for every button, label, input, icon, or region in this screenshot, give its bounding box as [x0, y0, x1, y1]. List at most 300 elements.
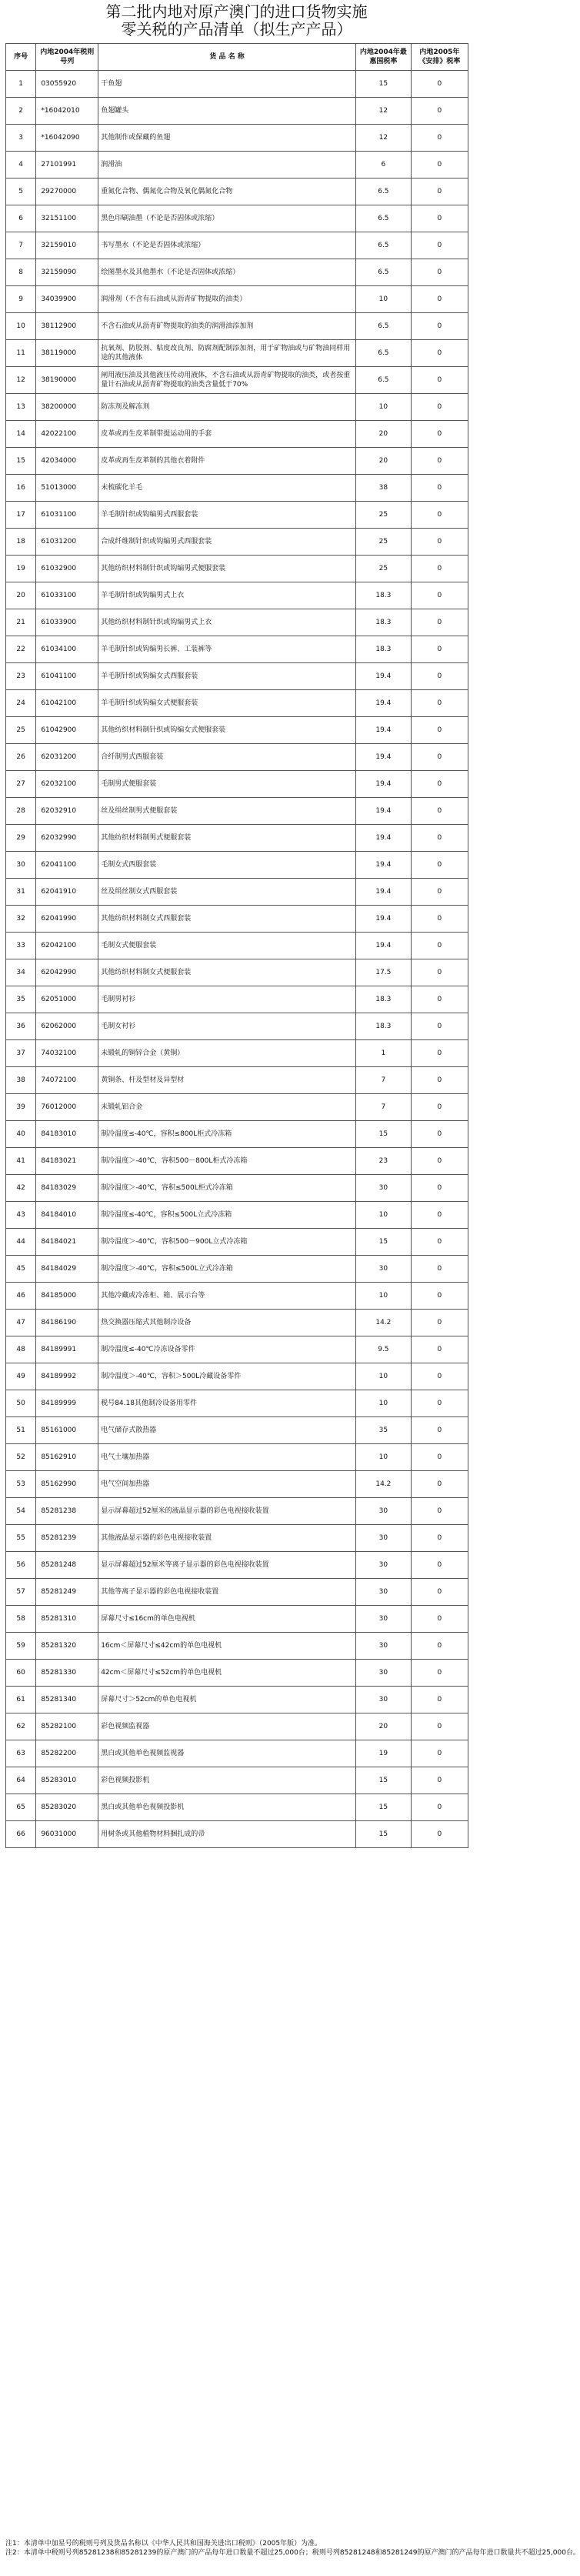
- table-row: [6, 556, 468, 582]
- cell-product-name: 电气空间加热器: [98, 1471, 356, 1498]
- cell-cepa-rate: 0: [411, 367, 468, 394]
- table-row: [6, 340, 468, 367]
- table-row: [6, 1094, 468, 1121]
- cell-product-name: 闸用液压油及其他液压传动用液体，不含石油或从沥青矿物提取的油类，或者按重量计石油或从沥青矿物提取的油类含量低于70%: [98, 367, 356, 394]
- cell-mfn-rate: 10: [355, 286, 411, 313]
- cell-seq: 60: [6, 1660, 36, 1687]
- cell-mfn-rate: 30: [355, 1525, 411, 1552]
- cell-seq: 2: [6, 98, 36, 125]
- cell-seq: 54: [6, 1498, 36, 1525]
- cell-cepa-rate: 0: [411, 798, 468, 825]
- cell-cepa-rate: 0: [411, 1390, 468, 1417]
- table-row: [6, 1767, 468, 1794]
- cell-product-name: 干鱼翅: [98, 71, 356, 98]
- table-row: [6, 1498, 468, 1525]
- cell-product-name: 毛制男式便服套装: [98, 771, 356, 798]
- cell-product-name: 未锻轧铝合金: [98, 1094, 356, 1121]
- table-row: [6, 582, 468, 609]
- cell-seq: 65: [6, 1794, 36, 1821]
- cell-tariff-code: 62032990: [36, 825, 98, 852]
- cell-cepa-rate: 0: [411, 1821, 468, 1848]
- cell-cepa-rate: 0: [411, 1579, 468, 1606]
- cell-tariff-code: 42022100: [36, 421, 98, 448]
- cell-seq: 31: [6, 879, 36, 906]
- cell-tariff-code: 74072100: [36, 1067, 98, 1094]
- table-row: [6, 1606, 468, 1633]
- table-row: [6, 448, 468, 475]
- cell-mfn-rate: 19.4: [355, 771, 411, 798]
- cell-cepa-rate: 0: [411, 1606, 468, 1633]
- cell-mfn-rate: 30: [355, 1660, 411, 1687]
- cell-mfn-rate: 17.5: [355, 959, 411, 986]
- table-row: [6, 1552, 468, 1579]
- table-row: [6, 906, 468, 933]
- cell-seq: 50: [6, 1390, 36, 1417]
- cell-product-name: 羊毛制针织或钩编女式西服套装: [98, 663, 356, 690]
- cell-tariff-code: 76012000: [36, 1094, 98, 1121]
- cell-tariff-code: 85282100: [36, 1713, 98, 1740]
- cell-tariff-code: *16042090: [36, 125, 98, 152]
- cell-cepa-rate: 0: [411, 663, 468, 690]
- cell-cepa-rate: 0: [411, 1713, 468, 1740]
- cell-seq: 35: [6, 986, 36, 1013]
- table-row: [6, 798, 468, 825]
- cell-cepa-rate: 0: [411, 71, 468, 98]
- cell-mfn-rate: 20: [355, 448, 411, 475]
- cell-tariff-code: 84183029: [36, 1175, 98, 1202]
- cell-mfn-rate: 18.3: [355, 986, 411, 1013]
- cell-product-name: 彩色视频投影机: [98, 1767, 356, 1794]
- cell-tariff-code: 85281310: [36, 1606, 98, 1633]
- cell-product-name: 其他制作或保藏的鱼翅: [98, 125, 356, 152]
- cell-seq: 18: [6, 529, 36, 556]
- cell-seq: 43: [6, 1202, 36, 1229]
- cell-product-name: 税号84.18其他制冷设备用零件: [98, 1390, 356, 1417]
- cell-tariff-code: 51013000: [36, 475, 98, 502]
- cell-cepa-rate: 0: [411, 1202, 468, 1229]
- cell-cepa-rate: 0: [411, 744, 468, 771]
- cell-mfn-rate: 30: [355, 1606, 411, 1633]
- cell-tariff-code: 85281320: [36, 1633, 98, 1660]
- table-row: [6, 1794, 468, 1821]
- table-row: [6, 259, 468, 286]
- table-row: [6, 1202, 468, 1229]
- cell-mfn-rate: 38: [355, 475, 411, 502]
- cell-product-name: 未锻轧的铜锌合金（黄铜）: [98, 1040, 356, 1067]
- cell-tariff-code: 61041100: [36, 663, 98, 690]
- cell-cepa-rate: 0: [411, 1067, 468, 1094]
- table-row: [6, 367, 468, 394]
- table-row: [6, 1256, 468, 1283]
- cell-tariff-code: 61031100: [36, 502, 98, 529]
- cell-cepa-rate: 0: [411, 125, 468, 152]
- cell-tariff-code: 27101991: [36, 152, 98, 179]
- cell-mfn-rate: 14.2: [355, 1310, 411, 1336]
- cell-seq: 34: [6, 959, 36, 986]
- cell-mfn-rate: 15: [355, 1767, 411, 1794]
- cell-tariff-code: 38190000: [36, 367, 98, 394]
- table-row: [6, 1579, 468, 1606]
- table-row: [6, 98, 468, 125]
- cell-tariff-code: 85283010: [36, 1767, 98, 1794]
- cell-cepa-rate: 0: [411, 690, 468, 717]
- cell-mfn-rate: 19.4: [355, 717, 411, 744]
- cell-product-name: 羊毛制针织或钩编男式上衣: [98, 582, 356, 609]
- table-row: [6, 1687, 468, 1713]
- table-row: [6, 1283, 468, 1310]
- cell-tariff-code: 62042990: [36, 959, 98, 986]
- cell-cepa-rate: 0: [411, 1687, 468, 1713]
- cell-product-name: 润滑剂（不含有石油或从沥青矿物提取的油类）: [98, 286, 356, 313]
- cell-mfn-rate: 19.4: [355, 933, 411, 959]
- cell-cepa-rate: 0: [411, 1525, 468, 1552]
- table-row: [6, 852, 468, 879]
- cell-mfn-rate: 18.3: [355, 609, 411, 636]
- cell-tariff-code: 62041910: [36, 879, 98, 906]
- cell-product-name: 未梳碳化羊毛: [98, 475, 356, 502]
- cell-product-name: 羊毛制针织或钩编男长裤、工装裤等: [98, 636, 356, 663]
- cell-seq: 62: [6, 1713, 36, 1740]
- cell-cepa-rate: 0: [411, 1363, 468, 1390]
- cell-product-name: 制冷温度＞-40℃，容积＞500L冷藏设备零件: [98, 1363, 356, 1390]
- cell-seq: 14: [6, 421, 36, 448]
- cell-tariff-code: 38200000: [36, 394, 98, 421]
- table-row: [6, 717, 468, 744]
- cell-tariff-code: 32151100: [36, 205, 98, 232]
- table-row: [6, 232, 468, 259]
- cell-mfn-rate: 30: [355, 1579, 411, 1606]
- cell-mfn-rate: 6.5: [355, 367, 411, 394]
- table-row: [6, 1471, 468, 1498]
- cell-cepa-rate: 0: [411, 1094, 468, 1121]
- table-row: [6, 421, 468, 448]
- table-row: [6, 1040, 468, 1067]
- cell-seq: 45: [6, 1256, 36, 1283]
- cell-seq: 53: [6, 1471, 36, 1498]
- cell-mfn-rate: 23: [355, 1148, 411, 1175]
- cell-product-name: 黄铜条、杆及型材及异型材: [98, 1067, 356, 1094]
- table-row: [6, 879, 468, 906]
- cell-cepa-rate: 0: [411, 475, 468, 502]
- cell-tariff-code: 32159010: [36, 232, 98, 259]
- cell-cepa-rate: 0: [411, 529, 468, 556]
- cell-seq: 40: [6, 1121, 36, 1148]
- cell-cepa-rate: 0: [411, 259, 468, 286]
- cell-tariff-code: 61042900: [36, 717, 98, 744]
- cell-tariff-code: 34039900: [36, 286, 98, 313]
- cell-cepa-rate: 0: [411, 1121, 468, 1148]
- cell-product-name: 电气储存式散热器: [98, 1417, 356, 1444]
- cell-seq: 52: [6, 1444, 36, 1471]
- cell-tariff-code: 61031200: [36, 529, 98, 556]
- table-row: [6, 690, 468, 717]
- cell-mfn-rate: 19.4: [355, 663, 411, 690]
- cell-product-name: 彩色视频监视器: [98, 1713, 356, 1740]
- cell-cepa-rate: 0: [411, 879, 468, 906]
- table-row: [6, 663, 468, 690]
- cell-product-name: 其他纺织材料制针织或钩编女式便服套装: [98, 717, 356, 744]
- cell-tariff-code: 84185000: [36, 1283, 98, 1310]
- cell-product-name: 其他等离子显示器的彩色电视接收装置: [98, 1579, 356, 1606]
- cell-mfn-rate: 6.5: [355, 179, 411, 205]
- cell-seq: 9: [6, 286, 36, 313]
- cell-seq: 61: [6, 1687, 36, 1713]
- cell-tariff-code: 62042100: [36, 933, 98, 959]
- table-row: [6, 771, 468, 798]
- cell-product-name: 其他纺织材料制女式西服套装: [98, 906, 356, 933]
- cell-product-name: 其他纺织材料制女式便服套装: [98, 959, 356, 986]
- cell-product-name: 其他冷藏或冷冻柜、箱、展示台等: [98, 1283, 356, 1310]
- table-row: [6, 1310, 468, 1336]
- note-1: 注1：本清单中加星号的税则号列及货品名称以《中华人民共和国海关进出口税则》（2005年版）为准。: [5, 2540, 322, 2548]
- table-row: [6, 1121, 468, 1148]
- table-row: [6, 1013, 468, 1040]
- cell-mfn-rate: 30: [355, 1552, 411, 1579]
- cell-tariff-code: 85281340: [36, 1687, 98, 1713]
- cell-seq: 48: [6, 1336, 36, 1363]
- table-row: [6, 286, 468, 313]
- table-row: [6, 1821, 468, 1848]
- table-row: [6, 933, 468, 959]
- cell-product-name: 重氮化合物、偶氮化合物及氧化偶氮化合物: [98, 179, 356, 205]
- cell-product-name: 黑白或其他单色视频监视器: [98, 1740, 356, 1767]
- note-2: 注2：本清单中税则号列85281238和85281239的原产澳门的产品每年进口数量不超过25,000台；税则号列85281248和85281249的原产澳门的产品每年进口数量共不超过25,000台。: [5, 2549, 580, 2557]
- cell-tariff-code: 84183021: [36, 1148, 98, 1175]
- cell-mfn-rate: 10: [355, 1444, 411, 1471]
- cell-tariff-code: 61033100: [36, 582, 98, 609]
- cell-seq: 21: [6, 609, 36, 636]
- cell-seq: 17: [6, 502, 36, 529]
- table-row: [6, 1336, 468, 1363]
- table-row: [6, 1740, 468, 1767]
- cell-tariff-code: 85281238: [36, 1498, 98, 1525]
- cell-tariff-code: 85281248: [36, 1552, 98, 1579]
- cell-cepa-rate: 0: [411, 582, 468, 609]
- cell-mfn-rate: 6.5: [355, 259, 411, 286]
- cell-mfn-rate: 25: [355, 556, 411, 582]
- cell-mfn-rate: 30: [355, 1175, 411, 1202]
- cell-cepa-rate: 0: [411, 636, 468, 663]
- table-row: [6, 71, 468, 98]
- table-row: [6, 986, 468, 1013]
- cell-seq: 19: [6, 556, 36, 582]
- cell-cepa-rate: 0: [411, 906, 468, 933]
- cell-cepa-rate: 0: [411, 717, 468, 744]
- cell-tariff-code: 38112900: [36, 313, 98, 340]
- table-row: [6, 475, 468, 502]
- cell-seq: 29: [6, 825, 36, 852]
- cell-tariff-code: 38119000: [36, 340, 98, 367]
- header-tariff-code: 内地2004年税则号列: [36, 44, 98, 71]
- cell-product-name: 防冻剂及解冻剂: [98, 394, 356, 421]
- cell-seq: 30: [6, 852, 36, 879]
- cell-mfn-rate: 18.3: [355, 1013, 411, 1040]
- cell-cepa-rate: 0: [411, 1013, 468, 1040]
- cell-mfn-rate: 25: [355, 529, 411, 556]
- cell-mfn-rate: 15: [355, 1229, 411, 1256]
- table-row: [6, 205, 468, 232]
- table-row: [6, 744, 468, 771]
- table-row: [6, 1390, 468, 1417]
- cell-product-name: 屏幕尺寸＞52cm的单色电视机: [98, 1687, 356, 1713]
- cell-seq: 44: [6, 1229, 36, 1256]
- cell-tariff-code: 96031000: [36, 1821, 98, 1848]
- cell-product-name: 制冷温度≤-40℃，容积≤500L立式冷冻箱: [98, 1202, 356, 1229]
- cell-tariff-code: 85162910: [36, 1444, 98, 1471]
- cell-cepa-rate: 0: [411, 1256, 468, 1283]
- cell-seq: 33: [6, 933, 36, 959]
- cell-seq: 20: [6, 582, 36, 609]
- cell-seq: 39: [6, 1094, 36, 1121]
- cell-mfn-rate: 19.4: [355, 852, 411, 879]
- cell-mfn-rate: 6.5: [355, 232, 411, 259]
- cell-seq: 55: [6, 1525, 36, 1552]
- cell-mfn-rate: 15: [355, 71, 411, 98]
- cell-seq: 1: [6, 71, 36, 98]
- cell-cepa-rate: 0: [411, 98, 468, 125]
- cell-product-name: 电气土壤加热器: [98, 1444, 356, 1471]
- cell-cepa-rate: 0: [411, 959, 468, 986]
- cell-seq: 46: [6, 1283, 36, 1310]
- cell-cepa-rate: 0: [411, 313, 468, 340]
- table-row: [6, 636, 468, 663]
- cell-mfn-rate: 20: [355, 1713, 411, 1740]
- cell-product-name: 绘图墨水及其他墨水（不论是否固体或浓缩）: [98, 259, 356, 286]
- cell-tariff-code: 03055920: [36, 71, 98, 98]
- cell-tariff-code: 62041990: [36, 906, 98, 933]
- cell-tariff-code: 61032900: [36, 556, 98, 582]
- document-title: [0, 0, 473, 38]
- cell-mfn-rate: 19.4: [355, 825, 411, 852]
- cell-cepa-rate: 0: [411, 609, 468, 636]
- cell-tariff-code: 85283020: [36, 1794, 98, 1821]
- cell-product-name: 热交换器压缩式其他制冷设备: [98, 1310, 356, 1336]
- cell-cepa-rate: 0: [411, 502, 468, 529]
- cell-cepa-rate: 0: [411, 1283, 468, 1310]
- cell-seq: 5: [6, 179, 36, 205]
- cell-product-name: 丝及绢丝制男式便服套装: [98, 798, 356, 825]
- cell-cepa-rate: 0: [411, 852, 468, 879]
- table-row: [6, 1148, 468, 1175]
- cell-mfn-rate: 15: [355, 1121, 411, 1148]
- cell-cepa-rate: 0: [411, 1498, 468, 1525]
- cell-tariff-code: 61033900: [36, 609, 98, 636]
- cell-seq: 13: [6, 394, 36, 421]
- cell-mfn-rate: 15: [355, 1821, 411, 1848]
- table-row: [6, 152, 468, 179]
- cell-mfn-rate: 7: [355, 1094, 411, 1121]
- table-row: [6, 179, 468, 205]
- cell-mfn-rate: 30: [355, 1633, 411, 1660]
- cell-seq: 51: [6, 1417, 36, 1444]
- cell-mfn-rate: 12: [355, 125, 411, 152]
- table-row: [6, 1525, 468, 1552]
- table-row: [6, 1713, 468, 1740]
- cell-product-name: 制冷温度≤-40℃冷冻设备零件: [98, 1336, 356, 1363]
- cell-product-name: 用树条或其他植物材料捆扎成的帚: [98, 1821, 356, 1848]
- cell-cepa-rate: 0: [411, 1794, 468, 1821]
- table-row: [6, 529, 468, 556]
- cell-tariff-code: 85281239: [36, 1525, 98, 1552]
- table-row: [6, 502, 468, 529]
- cell-mfn-rate: 6: [355, 152, 411, 179]
- cell-tariff-code: 62031200: [36, 744, 98, 771]
- table-row: [6, 313, 468, 340]
- cell-cepa-rate: 0: [411, 1175, 468, 1202]
- table-row: [6, 394, 468, 421]
- cell-mfn-rate: 7: [355, 1067, 411, 1094]
- table-row: [6, 825, 468, 852]
- cell-cepa-rate: 0: [411, 771, 468, 798]
- cell-cepa-rate: 0: [411, 933, 468, 959]
- cell-cepa-rate: 0: [411, 205, 468, 232]
- cell-product-name: 其他纺织材料制针织或钩编男式便服套装: [98, 556, 356, 582]
- cell-seq: 63: [6, 1740, 36, 1767]
- cell-tariff-code: 32159090: [36, 259, 98, 286]
- cell-mfn-rate: 19.4: [355, 906, 411, 933]
- cell-mfn-rate: 6.5: [355, 340, 411, 367]
- table-body: [6, 71, 468, 1848]
- table-row: [6, 1067, 468, 1094]
- cell-cepa-rate: 0: [411, 152, 468, 179]
- cell-seq: 22: [6, 636, 36, 663]
- cell-mfn-rate: 30: [355, 1498, 411, 1525]
- cell-seq: 11: [6, 340, 36, 367]
- cell-seq: 16: [6, 475, 36, 502]
- cell-product-name: 其他液晶显示器的彩色电视接收装置: [98, 1525, 356, 1552]
- cell-seq: 15: [6, 448, 36, 475]
- cell-mfn-rate: 19.4: [355, 798, 411, 825]
- cell-product-name: 合纤制男式西服套装: [98, 744, 356, 771]
- cell-mfn-rate: 12: [355, 98, 411, 125]
- cell-mfn-rate: 20: [355, 421, 411, 448]
- cell-tariff-code: 61042100: [36, 690, 98, 717]
- cell-seq: 10: [6, 313, 36, 340]
- table-row: [6, 1633, 468, 1660]
- cell-tariff-code: 84183010: [36, 1121, 98, 1148]
- cell-seq: 3: [6, 125, 36, 152]
- cell-tariff-code: 84184021: [36, 1229, 98, 1256]
- cell-seq: 28: [6, 798, 36, 825]
- cell-product-name: 制冷温度＞-40℃，容积500－900L立式冷冻箱: [98, 1229, 356, 1256]
- cell-seq: 56: [6, 1552, 36, 1579]
- cell-tariff-code: 84184010: [36, 1202, 98, 1229]
- cell-seq: 4: [6, 152, 36, 179]
- cell-cepa-rate: 0: [411, 1552, 468, 1579]
- cell-seq: 58: [6, 1606, 36, 1633]
- header-mfn-rate: 内地2004年最惠国税率: [355, 44, 411, 71]
- cell-mfn-rate: 19.4: [355, 690, 411, 717]
- table-row: [6, 959, 468, 986]
- cell-mfn-rate: 18.3: [355, 636, 411, 663]
- cell-cepa-rate: 0: [411, 1310, 468, 1336]
- product-list-table: [5, 43, 468, 1848]
- cell-tariff-code: 84189991: [36, 1336, 98, 1363]
- cell-tariff-code: 84186190: [36, 1310, 98, 1336]
- cell-mfn-rate: 6.5: [355, 313, 411, 340]
- cell-seq: 36: [6, 1013, 36, 1040]
- title-line-1: 第二批内地对原产澳门的进口货物实施: [105, 2, 368, 21]
- cell-seq: 66: [6, 1821, 36, 1848]
- cell-seq: 24: [6, 690, 36, 717]
- cell-product-name: 制冷温度≤-40℃，容积≤800L柜式冷冻箱: [98, 1121, 356, 1148]
- cell-tariff-code: *16042010: [36, 98, 98, 125]
- cell-cepa-rate: 0: [411, 825, 468, 852]
- table-row: [6, 1444, 468, 1471]
- cell-product-name: 润滑油: [98, 152, 356, 179]
- header-product-name: 货 品 名 称: [98, 44, 356, 71]
- cell-product-name: 羊毛制针织或钩编男式西服套装: [98, 502, 356, 529]
